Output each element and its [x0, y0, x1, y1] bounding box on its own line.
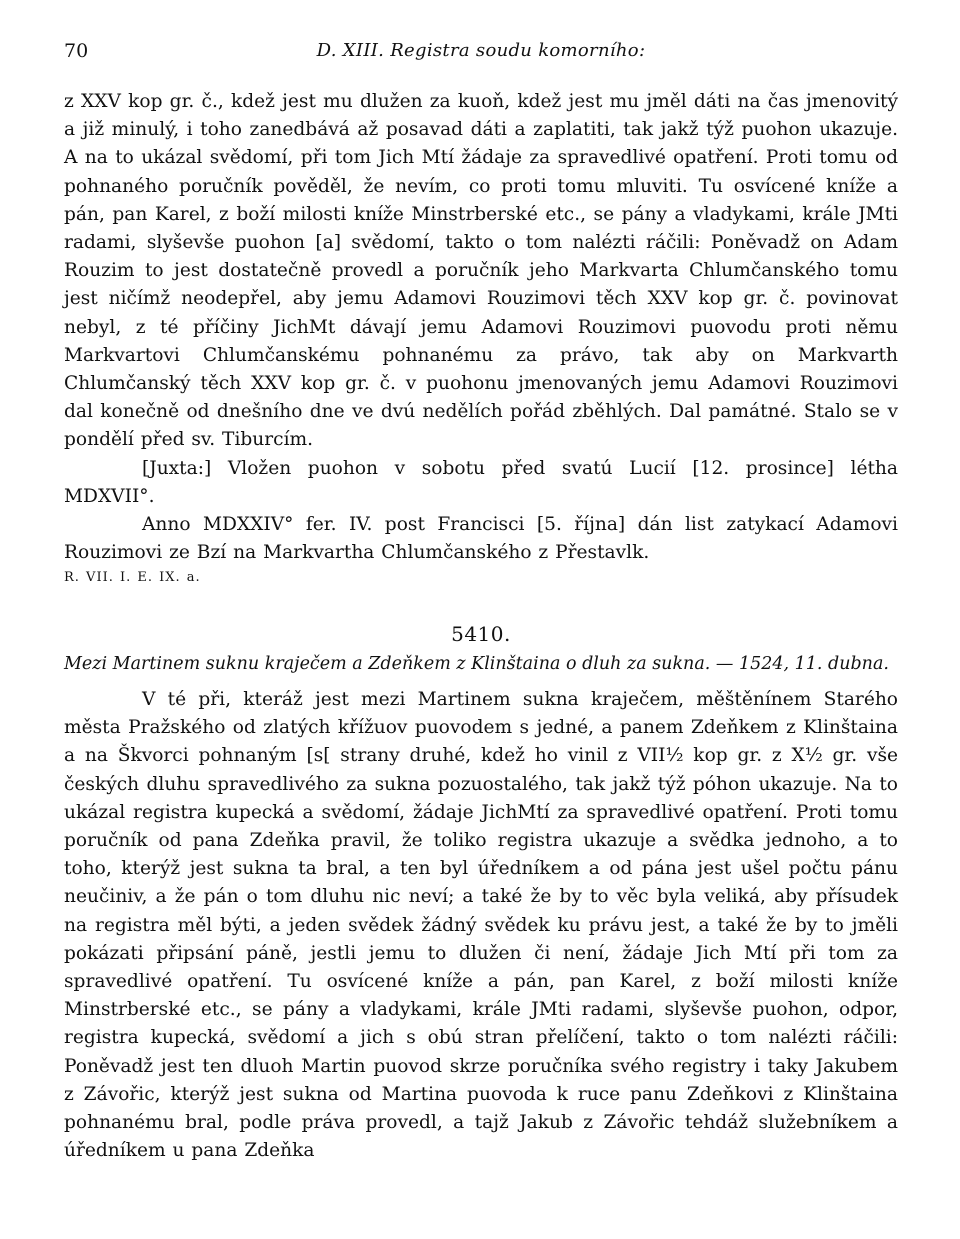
anno-paragraph: Anno MDXXIV° fer. IV. post Francisci [5. října] dán list zatykací Adamovi Rouzimovi ze Bzí na Markvartha Chlumčanského z Přestavlk.: [64, 514, 898, 564]
first-entry: [64, 88, 898, 589]
regest-heading: Mezi Martinem suknu kraječem a Zdeňkem z Klinštaina o dluh za sukna. — 1524, 11. dubna.: [64, 654, 889, 674]
running-title: D. XIII. Registra soudu komorního:: [316, 40, 646, 61]
document-number: 5410.: [451, 622, 511, 646]
second-entry: [64, 686, 898, 1165]
paragraph: z XXV kop gr. č., kdež jest mu dlužen za kuoň, kdež jest mu jměl dáti na čas jmenovitý a již minulý, i toho zanedbává až posavad dáti a zaplatiti, tak jakž týž puohon ukazuje. A na to ukázal svědomí, při tom Jich Mtí žádaje za spravedlivé opatření. Proti tomu od pohnaného poručník pověděl, že nevím, co proti tomu mluviti. Tu osvícené kníže a pán, pan Karel, z boží milosti kníže Minstrberské etc., se pány a vladykami, krále JMti radami, slyševše puohon [a] svědomí, takto o tom nalézti ráčili: Poněvadž on Adam Rouzim to jest dostatečně provedl a poručník jeho Markvarta Chlumčanského tomu jest ničímž neodepřel, aby jemu Adamovi Rouzimovi těch XXV kop gr. č. povinovat nebyl, z té příčiny JichMt dávají jemu Adamovi Rouzimovi puovodu proti němu Markvartovi Chlumčanskému pohnanému za právo, tak aby on Markvarth Chlumčanský těch XXV kop gr. č. v puohonu jmenovaných jemu Adamovi Rouzimovi dal konečně od dnešního dne ve dvú nedělích pořád zběhlých. Dal památné. Stalo se v pondělí před sv. Tiburcím.: [64, 91, 898, 451]
juxta-paragraph: [Juxta:] Vložen puohon v sobotu před svatú Lucií [12. prosince] létha MDXVII°.: [64, 457, 898, 507]
page-header: [64, 40, 898, 70]
archival-signature: R. VII. I. E. IX. a.: [64, 570, 201, 586]
paragraph: V té při, kteráž jest mezi Martinem sukna kraječem, měštěnínem Starého města Pražského od zlatých křížuov puovodem s jedné, a panem Zdeňkem z Klinštaina a na Škvorci pohnaným [s[ strany druhé, kdež ho vinil z VII½ kop gr. z X½ gr. vše českých dluhu spravedlivého za sukna pozuostalého, tak jakž týž póhon ukazuje. Na to ukázal registra kupecká a svědomí, žádaje JichMtí za spravedlivé opatření. Proti tomu poručník od pana Zdeňka pravil, že toliko registra ukazuje a svědka jednoho, a to toho, kterýž jest sukna ta bral, a ten byl úředníkem a od pána jest ušel počtu pánu neučiniv, a že pán o tom dluhu nic neví; a také že by to věc byla veliká, aby přísudek na registra měl býti, a jeden svědek žádný svědek ku právu jest, a také že by to jměli pokázati připsání páně, jestli jemu to dlužen či není, žádaje Jich Mtí při tom za spravedlivé opatření. Tu osvícené kníže a pán, pan Karel, z boží milosti kníže Minstrberské etc., se pány a vladykami, krále JMti radami, slyševše puohon, odpor, registra kupecká, svědomí a jich s obú stran přelíčení, takto o tom nalézti ráčili: Poněvadž jest ten dluoh Martin puovod skrze poručníka svého registry i taky Jakubem z Závořic, kterýž jest sukna od Martina puovoda k ruce panu Zdeňkovi z Klinštaina pohnanému bral, podle práva provedl, a tajž Jakub z Závořic tehdáž služebníkem a úředníkem u pana Zdeňka: [64, 689, 898, 1162]
page-number: 70: [64, 40, 89, 62]
